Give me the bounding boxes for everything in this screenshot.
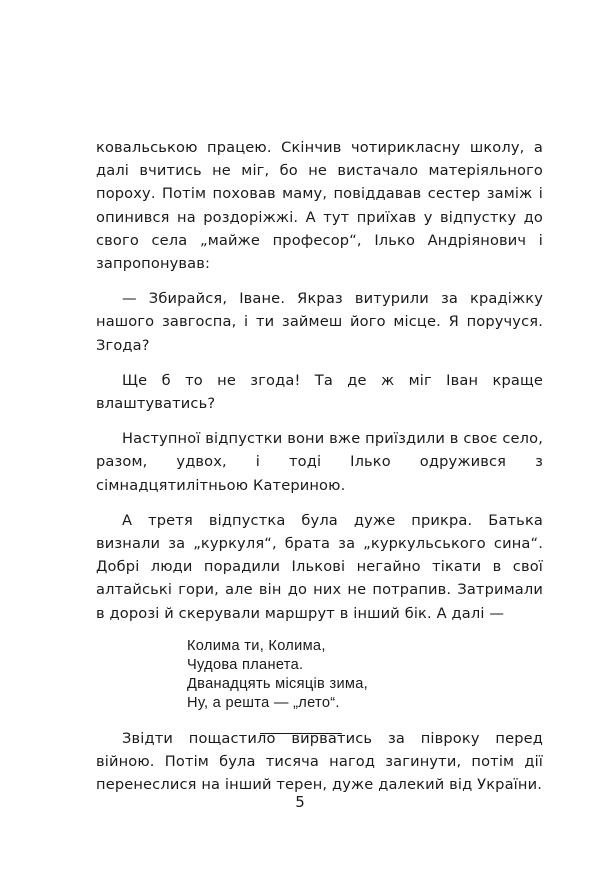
poem-line: Чудова планета. [187,656,304,673]
poem-stanza [187,637,543,713]
page-body [96,136,543,808]
page-number: 5 [295,793,305,811]
paragraph-2: — Збирайся, Іване. Якраз витурили за крадіжку нашого завгоспа, і ти займеш його місце. Я поручуся. Згода? [96,290,543,354]
poem-line: Колима ти, Колима, [187,637,326,654]
paragraph-4: Наступної відпустки вони вже приїздили в своє село, разом, удвох, і тоді Ілько одружився з сімнадцятилітньою Катериною. [96,430,543,494]
poem-line: Ну, а решта — „лето“. [187,694,340,711]
paragraph-1: ковальською працею. Скінчив чотирикласну школу, а далі вчитись не міг, бо не вистачало матеріяльного пороху. Потім поховав маму, повіддавав сестер заміж і опинився на роздоріжжі. А тут приїхав у відпустку до свого села „майже професор“, Ілько Андріянович і запропонував: [96,139,543,273]
closing-paragraph: Звідти пощастило вирватись за півроку перед війною. Потім була тисяча нагод загинути, потім дії перенеслися на інший терен, дуже далекий від України. [96,729,543,794]
paragraph-3: Ще б то не згода! Та де ж міг Іван краще влаштуватись? [96,371,543,413]
paragraph-5: А третя відпустка була дуже прикра. Батька визнали за „куркуля“, брата за „куркульського сина“. Добрі люди порадили Ількові негайно тікати в свої алтайські гори, але він до них не потрапив. Затримали в дорозі й скерували маршрут в інший бік. А далі — [96,511,543,622]
poem-line: Дванадцять місяців зима, [187,675,369,692]
section-divider [260,733,342,734]
